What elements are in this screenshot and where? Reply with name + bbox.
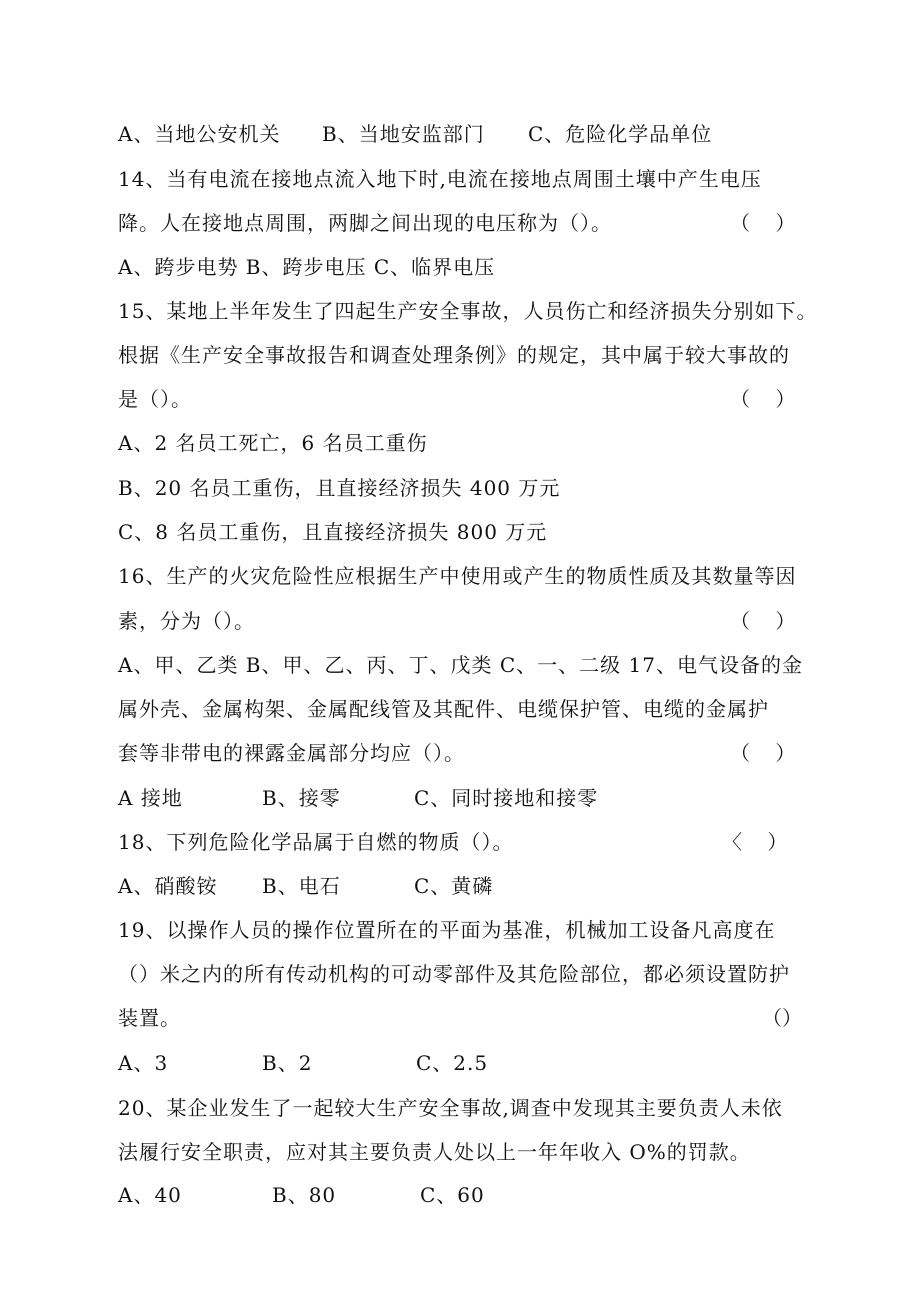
q15-option-a: A、2 名员工死亡，6 名员工重伤 [118, 431, 428, 455]
q17-option-a: A 接地 [118, 786, 183, 810]
q18-option-b: B、电石 [262, 874, 341, 898]
q20-text-line1: 20、某企业发生了一起较大生产安全事故,调查中发现其主要负责人未依 [118, 1096, 783, 1120]
q18-option-a: A、硝酸铵 [118, 874, 218, 898]
q17-options [118, 781, 818, 815]
q18-answer-bracket: 〈 ） [722, 830, 788, 854]
q17-answer-bracket: （ ） [730, 741, 796, 765]
q17-option-b: B、接零 [262, 786, 341, 810]
q19-option-a: A、3 [118, 1051, 169, 1075]
q18-options [118, 869, 818, 903]
q14-text-line2: 降。人在接地点周围，两脚之间出现的电压称为（）。 [118, 211, 612, 235]
q15-option-b: B、20 名员工重伤，且直接经济损失 400 万元 [118, 476, 561, 500]
q15-text-line3: 是（）。 [118, 387, 192, 411]
q16-options-q17-start: A、甲、乙类 B、甲、乙、丙、丁、戊类 C、一、二级 17、电气设备的金 [118, 653, 803, 677]
q17-text-line3: 套等非带电的裸露金属部分均应（）。 [118, 741, 465, 765]
q20-options [118, 1178, 818, 1212]
q16-text-line2: 素，分为（）。 [118, 609, 255, 633]
q19-options [118, 1046, 818, 1080]
q19-text-line3: 装置。 [118, 1006, 181, 1030]
q13-option-a: A、当地公安机关 [118, 122, 281, 146]
q17-option-c: C、同时接地和接零 [414, 786, 599, 810]
q20-option-b: B、80 [272, 1183, 337, 1207]
q18-option-c: C、黄磷 [414, 874, 494, 898]
q13-option-c: C、危险化学品单位 [528, 122, 713, 146]
q16-answer-bracket: （ ） [730, 609, 796, 633]
q16-text-line1: 16、生产的火灾危险性应根据生产中使用或产生的物质性质及其数量等因 [118, 564, 797, 588]
q14-text-line1: 14、当有电流在接地点流入地下时,电流在接地点周围土壤中产生电压 [118, 167, 762, 191]
q20-text-line2: 法履行安全职责，应对其主要负责人处以上一年年收入 O%的罚款。 [118, 1140, 751, 1164]
q20-option-a: A、40 [118, 1183, 182, 1207]
q19-text-line1: 19、以操作人员的操作位置所在的平面为基准，机械加工设备凡高度在 [118, 918, 776, 942]
q19-answer-bracket: （） [762, 1006, 802, 1030]
q15-text-line2: 根据《生产安全事故报告和调查处理条例》的规定，其中属于较大事故的 [118, 343, 790, 367]
q19-option-c: C、2.5 [416, 1051, 489, 1075]
q19-option-b: B、2 [262, 1051, 313, 1075]
q17-text-line2: 属外壳、金属构架、金属配线管及其配件、电缆保护管、电缆的金属护 [118, 697, 769, 721]
q13-option-b: B、当地安监部门 [322, 122, 485, 146]
q14-options: A、跨步电势 B、跨步电压 C、临界电压 [118, 255, 496, 279]
q18-text: 18、下列危险化学品属于自燃的物质（）。 [118, 830, 514, 854]
q20-option-c: C、60 [420, 1183, 485, 1207]
q15-option-c: C、8 名员工重伤，且直接经济损失 800 万元 [118, 520, 548, 544]
q14-answer-bracket: （ ） [730, 211, 796, 235]
q15-text-line1: 15、某地上半年发生了四起生产安全事故，人员伤亡和经济损失分别如下。 [118, 299, 818, 323]
q19-text-line2: （）米之内的所有传动机构的可动零部件及其危险部位，都必须设置防护 [118, 962, 790, 986]
q15-answer-bracket: （ ） [730, 387, 796, 411]
q13-options [118, 117, 818, 151]
